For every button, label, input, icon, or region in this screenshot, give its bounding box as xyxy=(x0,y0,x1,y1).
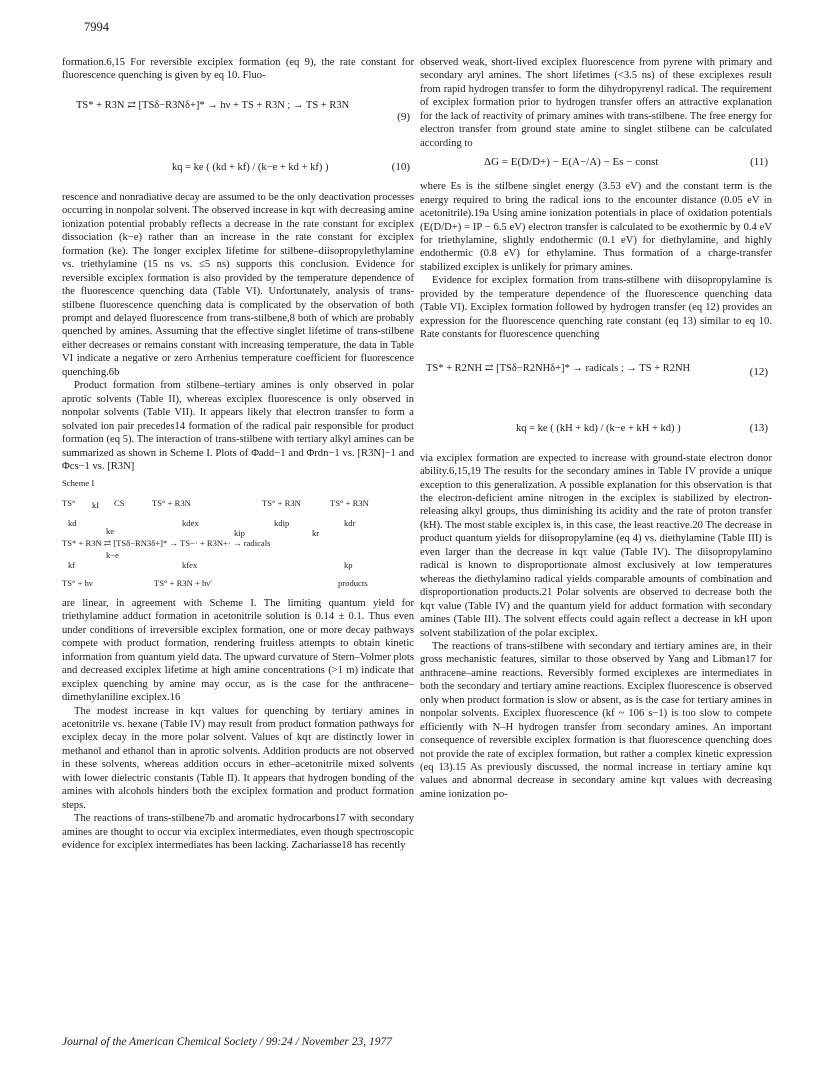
paragraph: via exciplex formation are expected to increase with ground-state electron donor ability.6,15,19 The results for the secondary amines in Table IV provide a unique exception to this generalization. A possible explanation for this observation is that the electron-deficient amine nitrogen in the exciplex is stabilized by electron-releasing alkyl groups, thus diminishing its acidity and the rate of proton transfer (kH). The most stable exciplex is, in this case, the least reactive.20 The decrease in product quantum yields for diisopropylamine (eq 4) vs. diethylamine (Table III) is even larger than the decrease in kqτ value (Table IV). The diisopropylamino radical is known to disproportionate almost exclusively at low temperatures whereas the diethylamino radical yields comparable amounts of combination and disproportionation products.21 Polar solvents are observed to decrease both the kqτ value (Table IV) and the quantum yield for adduct formation with secondary amines (Table III). The solvent effects could again reflect a decrease in kH upon solvent stabilization of the polar exciplex. xyxy=(420,452,772,639)
journal-footer: Journal of the American Chemical Society / 99:24 / November 23, 1977 xyxy=(62,1036,393,1048)
scheme-text: TS° + R3N + hν′ xyxy=(154,577,213,588)
equation-body: ΔG = E(D/D+) − E(A−/A) − Es − const xyxy=(484,156,659,169)
scheme-text: TS° xyxy=(62,497,76,508)
scheme-text: products xyxy=(338,577,368,588)
scheme-text: CS xyxy=(114,497,125,508)
paragraph: rescence and nonradiative decay are assumed to be the only deactivation processes occurring in nonpolar solvent. The observed increase in kqτ with decreasing amine ionization potential probably reflects a decrease in the rate constant for exciplex dissociation (k−e) rather than an increase in the rate constant for exciplex formation (ke). The longer exciplex lifetime for stilbene–diisopropylethylamine vs. triethylamine (15 ns vs. ≤5 ns) supports this conclusion. Evidence for reversible exciplex formation is also provided by the temperature dependence of the fluorescence quenching data (Table VI). Unfortunately, analysis of trans-stilbene fluorescence quenching data is complicated by the observation of both prompt and delayed fluorescence from trans-stilbene,8 both of which are probably quenched by amines. Assuming that the effective singlet lifetime of trans-stilbene either decreases or remains constant with increasing temperature, the data in Table VI indicate a negative or zero Arrhenius temperature coefficient for fluorescence quenching.6b xyxy=(62,191,414,378)
equation-number: (9) xyxy=(397,110,410,123)
paragraph: Evidence for exciplex formation from trans-stilbene with diisopropylamine is provided by the temperature dependence of the fluorescence quenching data (Table VI). Exciplex formation followed by hydrogen transfer (eq 12) provides an expression for the fluorescence quenching rate constant (eq 13) similar to eq 10. Rate constants for fluorescence quenching xyxy=(420,275,772,341)
scheme-1 xyxy=(62,495,414,591)
scheme-text: kdip xyxy=(274,517,290,528)
equation-body: TS* + R3N ⇄ [TSδ−R3Nδ+]* → hν + TS + R3N ; → TS + R3N xyxy=(76,99,350,111)
equation-12 xyxy=(420,346,772,410)
equation-body: TS* + R2NH ⇄ [TSδ−R2NHδ+]* → radicals ; → TS + R2NH xyxy=(426,362,691,374)
scheme-text: k−e xyxy=(106,549,119,560)
scheme-text: TS° + hν xyxy=(62,577,93,588)
scheme-text: kr xyxy=(312,527,320,538)
scheme-text: kip xyxy=(234,527,245,538)
paragraph: where Es is the stilbene singlet energy (3.53 eV) and the constant term is the energy required to bring the radical ions to the encounter distance (0.05 eV in acetonitrile).19a Using amine ionization potentials in place of oxidation potentials (E(D/D+) = IP − 6.5 eV) electron transfer is calculated to be exothermic by 0.4 eV for triethylamine, slightly endothermic (0.1 eV) for diethylamine, and highly endothermic (0.8 eV) for ethylamine. Thus formation of a charge-transfer stabilized exciplex is unlikely for primary amines. xyxy=(420,181,772,273)
scheme-text: kdex xyxy=(182,517,199,528)
scheme-text: kdr xyxy=(344,517,356,528)
paragraph: The modest increase in kqτ values for quenching by tertiary amines in acetonitrile vs. hexane (Table IV) may result from product formation pathways for exciplex decay in the more polar solvent. Values of kqτ are distinctly lower in methanol and ethanol than in aprotic solvents. Addition products are not observed in these solvents, whereas addition occurs in ether–acetonitrile mixed solvents with lower dielectric constants (Table II). It appears that hydrogen bonding of the amines with alcohols hinders both the exciplex formation and product formation steps. xyxy=(62,705,414,811)
paragraph: observed weak, short-lived exciplex fluorescence from pyrene with primary and secondary aryl amines. The short lifetimes (<3.5 ns) of these exciplexes result from rapid hydrogen transfer to form the dihydropyrenyl radical. The requirement of exciplex formation prior to hydrogen transfer offers an attractive explanation for the lack of reactivity of primary amines with trans-stilbene. The free energy for electron transfer from ground state amine to singlet stilbene can be calculated according to xyxy=(420,57,772,149)
equation-11 xyxy=(420,154,772,174)
scheme-text: kfex xyxy=(182,559,198,570)
equation-body: kq = ke ( (kH + kd) / (k−e + kH + kd) ) xyxy=(516,422,681,434)
scheme-text: TS° + R3N xyxy=(330,497,369,508)
equation-body: kq = ke ( (kd + kf) / (k−e + kd + kf) ) xyxy=(172,161,329,173)
scheme-text: kI xyxy=(92,499,100,510)
scheme-text: kf xyxy=(68,559,76,570)
scheme-text: TS° + R3N xyxy=(152,497,191,508)
right-column xyxy=(420,56,772,801)
equation-number: (11) xyxy=(750,156,768,169)
left-column xyxy=(62,56,414,852)
equation-number: (10) xyxy=(391,160,410,173)
scheme-text: kd xyxy=(68,517,77,528)
paragraph: The reactions of trans-stilbene7b and aromatic hydrocarbons17 with secondary amines are thought to occur via exciplex intermediates, even though spectroscopic evidence for exciplex intermediates has been lacking. Zachariasse18 has recently xyxy=(62,813,414,852)
paragraph: formation.6,15 For reversible exciplex formation (eq 9), the rate constant for fluorescence quenching is given by eq 10. Fluo- xyxy=(62,57,414,82)
scheme-title: Scheme I xyxy=(62,478,95,489)
scheme-text: TS* + R3N ⇄ [TSδ−RN3δ+]* → TS−· + R3N+· → radicals xyxy=(62,537,271,548)
paragraph: are linear, in agreement with Scheme I. The limiting quantum yield for triethylamine adduct formation in acetonitrile solution is 0.14 ± 0.1. Thus even under conditions of irreversible exciplex formation, one or more decay pathways compete with product formation, rendering fruitless attempts to obtain kinetic information from quantum yield data. The upward curvature of Stern–Volmer plots and decreased exciplex lifetime at high amine concentrations (>1 m) indicate that exciplex quenching by amine may occur, as is the case for the anthracene–dimethylaniline exciplex.16 xyxy=(62,597,414,704)
scheme-text: TS° + R3N xyxy=(262,497,301,508)
scheme-text: ke xyxy=(106,525,115,536)
equation-9 xyxy=(62,87,414,149)
scheme-text: kp xyxy=(344,559,353,570)
paragraph: Product formation from stilbene–tertiary amines is only observed in polar aprotic solvents (Table II), whereas exciplex fluorescence is only observed in nonpolar solvents (Table VII). It appears likely that electron transfer to form a solvated ion pair precedes14 formation of the radical pair responsible for product formation (eq 5). The interaction of trans-stilbene with tertiary alkyl amines can be summarized as shown in Scheme I. Plots of Φadd−1 and Φrdn−1 vs. [R3N]−1 and Φcs−1 vs. [R3N] xyxy=(62,380,414,472)
equation-13 xyxy=(420,416,772,446)
equation-10 xyxy=(62,155,414,185)
equation-number: (12) xyxy=(749,365,768,378)
page-number: 7994 xyxy=(84,20,109,34)
equation-number: (13) xyxy=(749,421,768,434)
paragraph: The reactions of trans-stilbene with secondary and tertiary amines are, in their gross mechanistic features, similar to those observed by Yang and Libman17 for anthracene–amine reactions. Reversibly formed exciplexes are intermediates in both the secondary and tertiary amine reactions. Exciplex fluorescence is observed only when product formation is slow or absent, as is the case for tertiary amines in nonpolar solvents. Exciplex fluorescence (kf ~ 106 s−1) is too slow to compete efficiently with N–H hydrogen transfer from secondary amines. An important consequence of reversible exciplex formation is that fluorescence quenching does not provide the rate of exciplex formation, but rather a complex kinetic expression (eq 13).15 As previously discussed, the normal increase in tertiary amine kqτ values and abnormal decrease in secondary amine kqτ values with decreasing amine ionization po- xyxy=(420,640,772,800)
